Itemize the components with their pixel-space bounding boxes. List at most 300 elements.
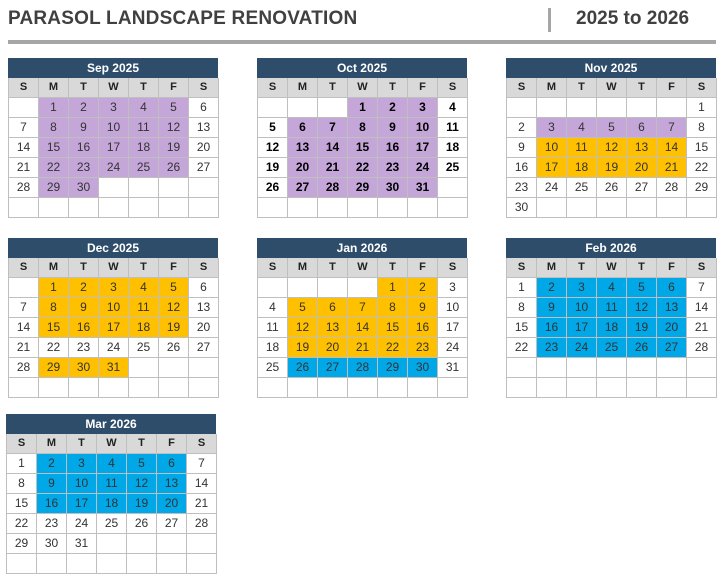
- day-cell: 3: [567, 278, 597, 298]
- day-cell: 29: [39, 178, 69, 198]
- empty-cell: [507, 378, 537, 398]
- day-cell: 20: [318, 338, 348, 358]
- day-cell: 17: [67, 494, 97, 514]
- day-cell: 9: [69, 298, 99, 318]
- day-cell: 5: [258, 118, 288, 138]
- day-cell: 31: [99, 358, 129, 378]
- day-cell: 10: [567, 298, 597, 318]
- day-cell: 3: [99, 278, 129, 298]
- day-cell: 16: [69, 318, 99, 338]
- day-cell: 7: [9, 298, 39, 318]
- empty-cell: [127, 554, 157, 574]
- day-cell: 21: [657, 158, 687, 178]
- empty-cell: [627, 198, 657, 218]
- day-grid: [8, 258, 218, 398]
- day-cell: 19: [627, 318, 657, 338]
- day-cell: 29: [39, 358, 69, 378]
- weekday-header: S: [687, 78, 717, 98]
- weekday-header: M: [537, 258, 567, 278]
- day-cell: 4: [567, 118, 597, 138]
- weekday-header: S: [189, 258, 219, 278]
- weekday-header: S: [7, 434, 37, 454]
- day-cell: 12: [258, 138, 288, 158]
- empty-cell: [657, 98, 687, 118]
- month-title: Mar 2026: [6, 414, 216, 434]
- day-cell: 26: [627, 338, 657, 358]
- day-cell: 26: [597, 178, 627, 198]
- day-cell: 22: [39, 158, 69, 178]
- day-cell: 18: [567, 158, 597, 178]
- empty-cell: [318, 378, 348, 398]
- empty-cell: [408, 378, 438, 398]
- empty-cell: [187, 554, 217, 574]
- empty-cell: [438, 198, 468, 218]
- empty-cell: [438, 178, 468, 198]
- empty-cell: [258, 278, 288, 298]
- month-title: Nov 2025: [506, 58, 716, 78]
- empty-cell: [129, 378, 159, 398]
- day-cell: 24: [99, 158, 129, 178]
- day-cell: 14: [657, 138, 687, 158]
- day-cell: 10: [67, 474, 97, 494]
- day-cell: 9: [537, 298, 567, 318]
- day-cell: 31: [438, 358, 468, 378]
- day-cell: 9: [37, 474, 67, 494]
- day-cell: 30: [507, 198, 537, 218]
- weekday-header: W: [99, 78, 129, 98]
- empty-cell: [567, 98, 597, 118]
- month-title: Oct 2025: [257, 58, 467, 78]
- day-cell: 23: [537, 338, 567, 358]
- day-cell: 7: [9, 118, 39, 138]
- day-cell: 29: [687, 178, 717, 198]
- day-cell: 20: [189, 318, 219, 338]
- day-cell: 28: [657, 178, 687, 198]
- day-cell: 11: [567, 138, 597, 158]
- weekday-header: S: [189, 78, 219, 98]
- weekday-header: S: [438, 258, 468, 278]
- month-calendar: [8, 238, 218, 398]
- month-title: Dec 2025: [8, 238, 218, 258]
- weekday-header: F: [159, 78, 189, 98]
- day-cell: 21: [348, 338, 378, 358]
- empty-cell: [288, 278, 318, 298]
- day-cell: 9: [69, 118, 99, 138]
- day-cell: 15: [378, 318, 408, 338]
- day-cell: 3: [99, 98, 129, 118]
- day-cell: 6: [657, 278, 687, 298]
- day-cell: 25: [597, 338, 627, 358]
- weekday-header: T: [129, 78, 159, 98]
- weekday-header: T: [627, 258, 657, 278]
- empty-cell: [687, 378, 717, 398]
- day-cell: 18: [438, 138, 468, 158]
- empty-cell: [687, 198, 717, 218]
- day-cell: 17: [537, 158, 567, 178]
- day-cell: 6: [627, 118, 657, 138]
- weekday-header: T: [567, 258, 597, 278]
- day-cell: 21: [687, 318, 717, 338]
- day-cell: 7: [348, 298, 378, 318]
- day-cell: 14: [9, 138, 39, 158]
- empty-cell: [537, 98, 567, 118]
- day-cell: 3: [67, 454, 97, 474]
- day-cell: 27: [157, 514, 187, 534]
- weekday-header: W: [597, 78, 627, 98]
- day-cell: 16: [37, 494, 67, 514]
- empty-cell: [39, 198, 69, 218]
- empty-cell: [408, 198, 438, 218]
- header-rule: [8, 40, 716, 44]
- day-cell: 5: [159, 98, 189, 118]
- day-cell: 12: [627, 298, 657, 318]
- day-cell: 27: [189, 158, 219, 178]
- empty-cell: [159, 178, 189, 198]
- year-range: 2025 to 2026: [576, 8, 690, 29]
- day-cell: 6: [288, 118, 318, 138]
- day-cell: 15: [39, 138, 69, 158]
- day-cell: 6: [189, 278, 219, 298]
- empty-cell: [657, 358, 687, 378]
- empty-cell: [67, 554, 97, 574]
- day-cell: 4: [129, 98, 159, 118]
- day-cell: 11: [129, 118, 159, 138]
- day-cell: 29: [7, 534, 37, 554]
- day-cell: 9: [408, 298, 438, 318]
- empty-cell: [597, 378, 627, 398]
- day-cell: 4: [438, 98, 468, 118]
- empty-cell: [537, 378, 567, 398]
- day-cell: 5: [288, 298, 318, 318]
- day-cell: 27: [627, 178, 657, 198]
- day-cell: 19: [159, 138, 189, 158]
- weekday-header: T: [378, 258, 408, 278]
- day-cell: 27: [288, 178, 318, 198]
- day-grid: [257, 258, 467, 398]
- empty-cell: [348, 278, 378, 298]
- day-grid: [506, 78, 716, 218]
- day-cell: 20: [627, 158, 657, 178]
- day-cell: 27: [657, 338, 687, 358]
- weekday-header: S: [258, 78, 288, 98]
- day-cell: 3: [537, 118, 567, 138]
- day-cell: 16: [378, 138, 408, 158]
- month-title: Feb 2026: [506, 238, 716, 258]
- empty-cell: [189, 198, 219, 218]
- day-cell: 26: [258, 178, 288, 198]
- day-cell: 30: [378, 178, 408, 198]
- empty-cell: [189, 358, 219, 378]
- day-cell: 24: [567, 338, 597, 358]
- day-cell: 5: [159, 278, 189, 298]
- empty-cell: [9, 278, 39, 298]
- day-cell: 6: [189, 98, 219, 118]
- day-cell: 22: [39, 338, 69, 358]
- month-calendar: [257, 58, 467, 218]
- day-cell: 17: [99, 138, 129, 158]
- day-cell: 25: [97, 514, 127, 534]
- day-cell: 25: [567, 178, 597, 198]
- day-cell: 13: [318, 318, 348, 338]
- day-cell: 18: [597, 318, 627, 338]
- weekday-header: T: [378, 78, 408, 98]
- weekday-header: F: [408, 258, 438, 278]
- empty-cell: [159, 198, 189, 218]
- empty-cell: [507, 98, 537, 118]
- day-cell: 19: [127, 494, 157, 514]
- day-cell: 15: [687, 138, 717, 158]
- weekday-header: S: [438, 78, 468, 98]
- day-cell: 20: [657, 318, 687, 338]
- day-cell: 22: [378, 338, 408, 358]
- day-cell: 4: [597, 278, 627, 298]
- empty-cell: [37, 554, 67, 574]
- header-divider: [548, 8, 551, 32]
- weekday-header: F: [159, 258, 189, 278]
- empty-cell: [627, 358, 657, 378]
- day-cell: 25: [438, 158, 468, 178]
- weekday-header: F: [157, 434, 187, 454]
- day-cell: 12: [159, 298, 189, 318]
- day-cell: 18: [258, 338, 288, 358]
- day-cell: 31: [408, 178, 438, 198]
- weekday-header: S: [9, 78, 39, 98]
- day-cell: 23: [408, 338, 438, 358]
- empty-cell: [378, 198, 408, 218]
- day-cell: 2: [69, 98, 99, 118]
- day-cell: 1: [507, 278, 537, 298]
- day-cell: 24: [438, 338, 468, 358]
- weekday-header: T: [129, 258, 159, 278]
- month-title: Jan 2026: [257, 238, 467, 258]
- day-cell: 30: [37, 534, 67, 554]
- day-cell: 23: [37, 514, 67, 534]
- day-cell: 1: [378, 278, 408, 298]
- empty-cell: [258, 378, 288, 398]
- weekday-header: F: [657, 258, 687, 278]
- day-cell: 26: [159, 338, 189, 358]
- day-cell: 28: [687, 338, 717, 358]
- empty-cell: [39, 378, 69, 398]
- empty-cell: [129, 198, 159, 218]
- weekday-header: S: [9, 258, 39, 278]
- day-cell: 23: [507, 178, 537, 198]
- month-calendar: [8, 58, 218, 218]
- empty-cell: [258, 198, 288, 218]
- day-cell: 19: [288, 338, 318, 358]
- day-cell: 15: [507, 318, 537, 338]
- day-cell: 13: [157, 474, 187, 494]
- day-cell: 30: [408, 358, 438, 378]
- day-cell: 16: [507, 158, 537, 178]
- day-cell: 21: [9, 158, 39, 178]
- day-cell: 11: [597, 298, 627, 318]
- day-cell: 14: [318, 138, 348, 158]
- day-cell: 13: [657, 298, 687, 318]
- weekday-header: T: [318, 258, 348, 278]
- day-cell: 28: [9, 178, 39, 198]
- day-cell: 5: [597, 118, 627, 138]
- empty-cell: [288, 198, 318, 218]
- empty-cell: [567, 378, 597, 398]
- day-cell: 21: [318, 158, 348, 178]
- day-cell: 13: [189, 298, 219, 318]
- empty-cell: [507, 358, 537, 378]
- day-cell: 8: [39, 298, 69, 318]
- day-cell: 26: [288, 358, 318, 378]
- day-cell: 12: [288, 318, 318, 338]
- weekday-header: M: [288, 258, 318, 278]
- day-cell: 11: [258, 318, 288, 338]
- empty-cell: [99, 198, 129, 218]
- day-cell: 22: [687, 158, 717, 178]
- day-grid: [6, 434, 216, 574]
- day-cell: 2: [408, 278, 438, 298]
- empty-cell: [597, 98, 627, 118]
- day-cell: 19: [258, 158, 288, 178]
- weekday-header: T: [627, 78, 657, 98]
- day-cell: 24: [99, 338, 129, 358]
- empty-cell: [9, 98, 39, 118]
- day-cell: 5: [627, 278, 657, 298]
- month-calendar: [6, 414, 216, 574]
- empty-cell: [9, 378, 39, 398]
- day-grid: [8, 78, 218, 218]
- day-cell: 19: [597, 158, 627, 178]
- day-cell: 9: [507, 138, 537, 158]
- empty-cell: [288, 378, 318, 398]
- month-calendar: [257, 238, 467, 398]
- day-cell: 2: [507, 118, 537, 138]
- day-cell: 29: [378, 358, 408, 378]
- empty-cell: [99, 378, 129, 398]
- day-cell: 23: [69, 158, 99, 178]
- day-cell: 30: [69, 178, 99, 198]
- day-cell: 14: [687, 298, 717, 318]
- weekday-header: W: [97, 434, 127, 454]
- empty-cell: [567, 198, 597, 218]
- day-cell: 16: [69, 138, 99, 158]
- day-cell: 15: [348, 138, 378, 158]
- day-cell: 8: [378, 298, 408, 318]
- empty-cell: [288, 98, 318, 118]
- empty-cell: [159, 358, 189, 378]
- weekday-header: W: [99, 258, 129, 278]
- day-cell: 3: [408, 98, 438, 118]
- day-cell: 17: [567, 318, 597, 338]
- day-cell: 30: [69, 358, 99, 378]
- empty-cell: [129, 358, 159, 378]
- weekday-header: T: [69, 78, 99, 98]
- day-cell: 16: [537, 318, 567, 338]
- empty-cell: [157, 534, 187, 554]
- day-cell: 8: [507, 298, 537, 318]
- weekday-header: T: [69, 258, 99, 278]
- day-cell: 17: [438, 318, 468, 338]
- day-cell: 22: [7, 514, 37, 534]
- day-grid: [506, 258, 716, 398]
- weekday-header: M: [39, 258, 69, 278]
- page-header: [0, 0, 720, 44]
- empty-cell: [537, 358, 567, 378]
- day-cell: 10: [438, 298, 468, 318]
- day-cell: 10: [408, 118, 438, 138]
- day-cell: 16: [408, 318, 438, 338]
- weekday-header: W: [348, 258, 378, 278]
- day-cell: 15: [39, 318, 69, 338]
- day-cell: 28: [318, 178, 348, 198]
- empty-cell: [597, 358, 627, 378]
- weekday-header: S: [507, 78, 537, 98]
- day-cell: 17: [408, 138, 438, 158]
- empty-cell: [69, 378, 99, 398]
- empty-cell: [627, 98, 657, 118]
- month-calendar: [506, 238, 716, 398]
- day-cell: 1: [687, 98, 717, 118]
- empty-cell: [189, 178, 219, 198]
- empty-cell: [348, 378, 378, 398]
- empty-cell: [318, 278, 348, 298]
- page-title: PARASOL LANDSCAPE RENOVATION: [8, 8, 358, 29]
- day-cell: 23: [69, 338, 99, 358]
- empty-cell: [97, 534, 127, 554]
- day-cell: 14: [9, 318, 39, 338]
- day-cell: 20: [288, 158, 318, 178]
- empty-cell: [7, 554, 37, 574]
- month-calendar: [506, 58, 716, 218]
- day-cell: 11: [129, 298, 159, 318]
- day-cell: 27: [318, 358, 348, 378]
- day-cell: 13: [288, 138, 318, 158]
- day-cell: 10: [99, 118, 129, 138]
- weekday-header: M: [537, 78, 567, 98]
- day-cell: 1: [39, 278, 69, 298]
- day-cell: 31: [67, 534, 97, 554]
- day-cell: 7: [657, 118, 687, 138]
- day-cell: 12: [127, 474, 157, 494]
- weekday-header: W: [597, 258, 627, 278]
- day-cell: 12: [159, 118, 189, 138]
- day-cell: 29: [348, 178, 378, 198]
- day-cell: 20: [189, 138, 219, 158]
- empty-cell: [99, 178, 129, 198]
- day-cell: 25: [129, 338, 159, 358]
- day-cell: 25: [258, 358, 288, 378]
- empty-cell: [97, 554, 127, 574]
- empty-cell: [537, 198, 567, 218]
- day-cell: 24: [537, 178, 567, 198]
- day-cell: 28: [9, 358, 39, 378]
- day-cell: 2: [537, 278, 567, 298]
- empty-cell: [687, 358, 717, 378]
- day-cell: 12: [597, 138, 627, 158]
- day-cell: 3: [438, 278, 468, 298]
- day-cell: 4: [129, 278, 159, 298]
- empty-cell: [258, 98, 288, 118]
- day-cell: 24: [408, 158, 438, 178]
- day-cell: 18: [97, 494, 127, 514]
- day-cell: 13: [189, 118, 219, 138]
- day-cell: 8: [687, 118, 717, 138]
- day-cell: 9: [378, 118, 408, 138]
- day-cell: 13: [627, 138, 657, 158]
- day-cell: 21: [187, 494, 217, 514]
- day-cell: 23: [378, 158, 408, 178]
- weekday-header: S: [507, 258, 537, 278]
- day-cell: 5: [127, 454, 157, 474]
- day-cell: 1: [7, 454, 37, 474]
- day-cell: 6: [157, 454, 187, 474]
